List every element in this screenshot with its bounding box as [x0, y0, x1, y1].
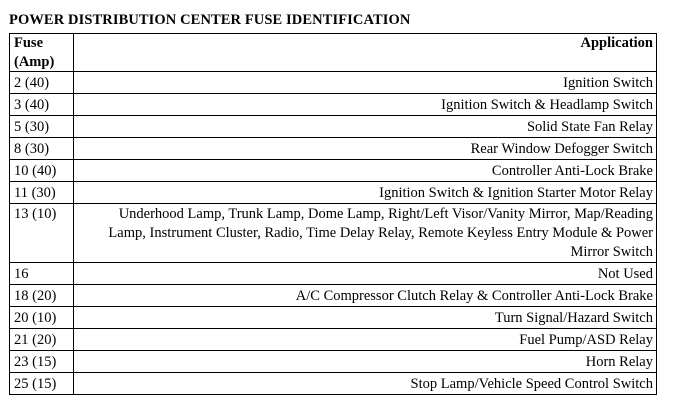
- application-cell: Ignition Switch: [74, 72, 657, 94]
- fuse-cell: 20 (10): [10, 306, 74, 328]
- page-title: POWER DISTRIBUTION CENTER FUSE IDENTIFICATION: [9, 12, 411, 28]
- fuse-header-line2: (Amp): [14, 53, 55, 70]
- table-row: [10, 72, 657, 94]
- table-row: [10, 284, 657, 306]
- application-cell: A/C Compressor Clutch Relay & Controller Anti-Lock Brake: [74, 284, 657, 306]
- table-row: [10, 160, 657, 182]
- fuse-cell: 23 (15): [10, 350, 74, 372]
- table-row: [10, 262, 657, 284]
- application-cell: Not Used: [74, 262, 657, 284]
- fuse-column-header: [10, 34, 74, 72]
- application-cell: Fuel Pump/ASD Relay: [74, 328, 657, 350]
- application-cell: Stop Lamp/Vehicle Speed Control Switch: [74, 372, 657, 394]
- fuse-header-line1: Fuse: [14, 35, 43, 51]
- application-cell: Turn Signal/Hazard Switch: [74, 306, 657, 328]
- table-row: [10, 94, 657, 116]
- table-row: [10, 116, 657, 138]
- table-row: [10, 372, 657, 394]
- table-row: [10, 138, 657, 160]
- table-row: [10, 350, 657, 372]
- table-row: [10, 204, 657, 262]
- fuse-cell: 16: [10, 262, 74, 284]
- fuse-cell: 11 (30): [10, 182, 74, 204]
- application-cell: Horn Relay: [74, 350, 657, 372]
- fuse-table: [9, 33, 657, 395]
- table-row: [10, 328, 657, 350]
- fuse-cell: 2 (40): [10, 72, 74, 94]
- application-column-header: Application: [74, 34, 657, 72]
- fuse-cell: 18 (20): [10, 284, 74, 306]
- fuse-cell: 8 (30): [10, 138, 74, 160]
- fuse-table-body: [10, 72, 657, 394]
- table-row: [10, 182, 657, 204]
- application-cell: Rear Window Defogger Switch: [74, 138, 657, 160]
- fuse-cell: 13 (10): [10, 204, 74, 262]
- fuse-cell: 10 (40): [10, 160, 74, 182]
- application-cell: Underhood Lamp, Trunk Lamp, Dome Lamp, Right/Left Visor/Vanity Mirror, Map/Reading Lamp, Instrument Cluster, Radio, Time Delay Relay, Remote Keyless Entry Module & Power Mirror Switch: [74, 204, 657, 262]
- application-cell: Ignition Switch & Ignition Starter Motor Relay: [74, 182, 657, 204]
- fuse-cell: 25 (15): [10, 372, 74, 394]
- fuse-cell: 3 (40): [10, 94, 74, 116]
- table-row: [10, 306, 657, 328]
- fuse-cell: 5 (30): [10, 116, 74, 138]
- application-cell: Controller Anti-Lock Brake: [74, 160, 657, 182]
- application-cell: Ignition Switch & Headlamp Switch: [74, 94, 657, 116]
- fuse-cell: 21 (20): [10, 328, 74, 350]
- table-header-row: [10, 34, 657, 72]
- application-cell: Solid State Fan Relay: [74, 116, 657, 138]
